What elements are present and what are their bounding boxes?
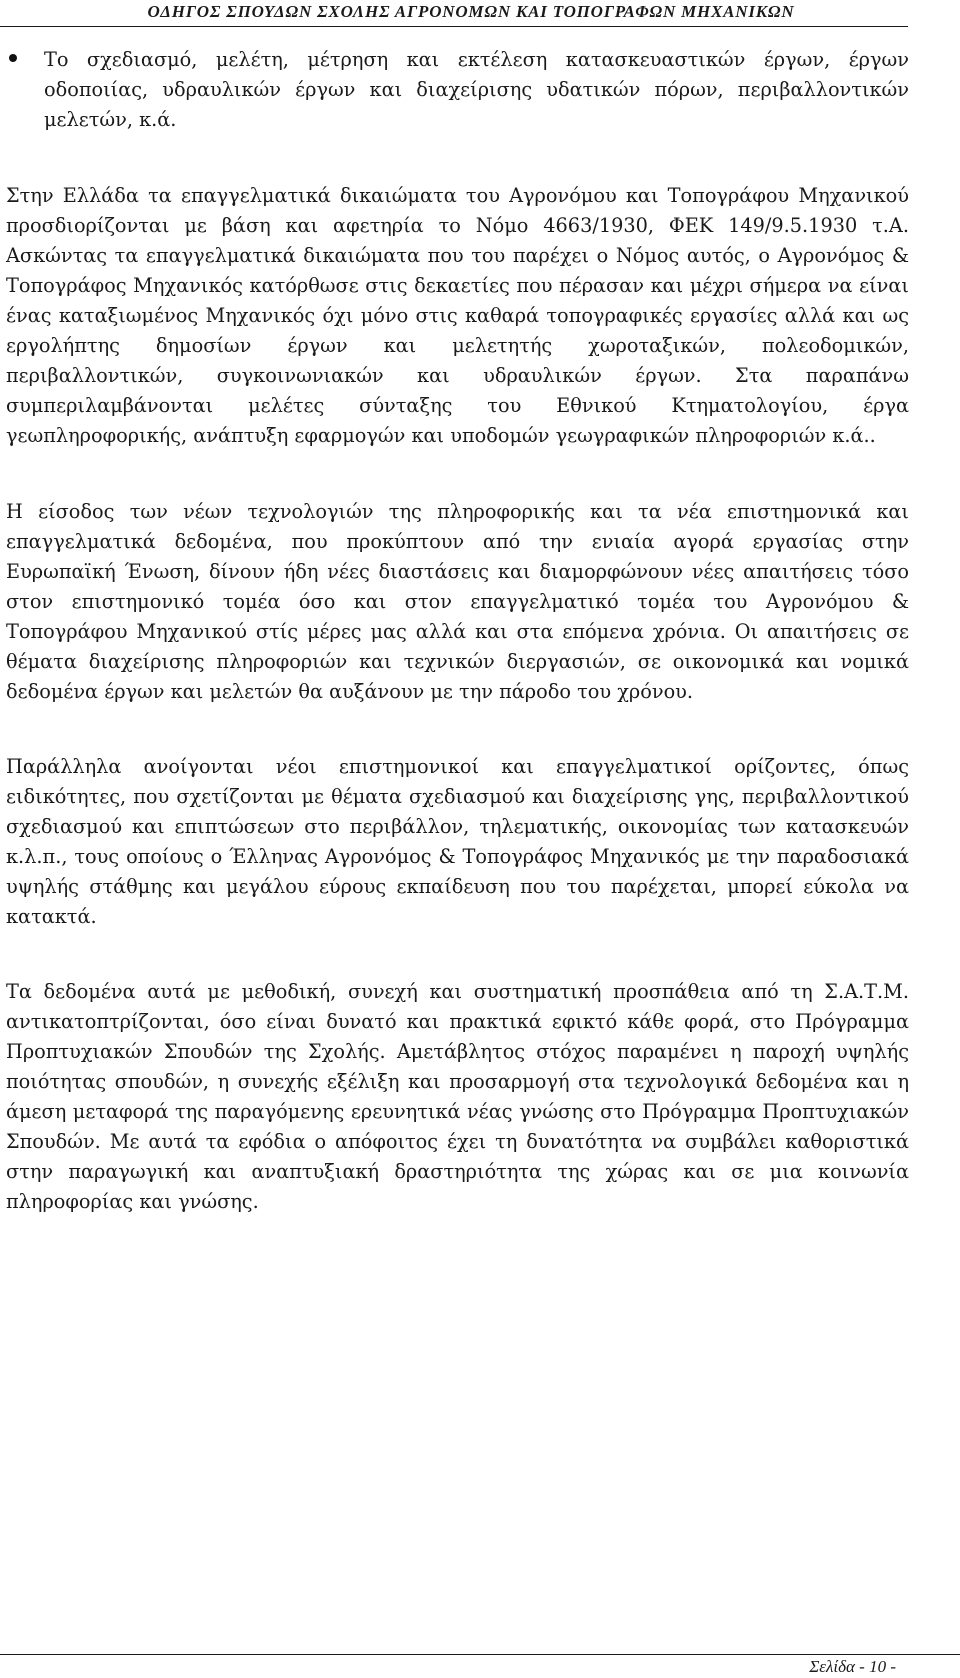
bullet-icon [9,54,17,62]
paragraph-professional-rights: Στην Ελλάδα τα επαγγελματικά δικαιώματα του Αγρονόμου και Τοπογράφου Μηχανικού προσδιορίζονται με βάση και αφετηρία το Νόμο 4663/1930, ΦΕΚ 149/9.5.1930 τ.Α. Ασκώντας τα επαγγελματικά δικαιώματα που του παρέχει ο Νόμος αυτός, ο Αγρονόμος & Τοπογράφος Μηχανικός κατόρθωσε στις δεκαετίες που πέρασαν και μέχρι σήμερα να είναι ένας καταξιωμένος Μηχανικός όχι μόνο στις καθαρά τοπογραφικές εργασίες αλλά και ως εργολήπτης δημοσίων έργων και μελετητής χωροταξικών, πολεοδομικών, περιβαλλοντικών, συγκοινωνιακών και υδραυλικών έργων. Στα παραπάνω συμπεριλαμβάνονται μελέτες σύνταξης του Εθνικού Κτηματολογίου, έργα γεωπληροφορικής, ανάπτυξη εφαρμογών και υποδομών γεωγραφικών πληροφοριών κ.ά.. [6,184,909,447]
paragraph-new-horizons: Παράλληλα ανοίγονται νέοι επιστημονικοί και επαγγελματικοί ορίζοντες, όπως ειδικότητες, που σχετίζονται με θέματα σχεδιασμού και διαχείρισης γης, περιβαλλοντικού σχεδιασμού και επιπτώσεων στο περιβάλλον, τηλεματικής, οικονομίας των κατασκευών κ.λ.π., τους οποίους ο Έλληνας Αγρονόμος & Τοπογράφος Μηχανικός με την παραδοσιακά υψηλής στάθμης και μεγάλου εύρους εκπαίδευση που του παρέχεται, μπορεί εύκολα να κατακτά. [6,755,909,928]
bullet-list-item [6,45,909,135]
page-footer [0,1654,960,1678]
running-header [0,0,908,27]
paragraph-new-technologies: Η είσοδος των νέων τεχνολογιών της πληροφορικής και τα νέα επιστημονικά και επαγγελματικά δεδομένα, που προκύπτουν από την ενιαία αγορά εργασίας στην Ευρωπαϊκή Ένωση, δίνουν ήδη νέες διαστάσεις και διαμορφώνουν νέες απαιτήσεις τόσο στον επιστημονικό τομέα όσο και στον επαγγελματικό τομέα του Αγρονόμου & Τοπογράφου Μηχανικού στίς μέρες μας αλλά και στα επόμενα χρόνια. Οι απαιτήσεις σε θέματα διαχείρισης πληροφοριών και τεχνικών διεργασιών, σε οικονομικά και νομικά δεδομένα έργων και μελετών θα αυξάνουν με την πάροδο του χρόνου. [6,500,909,703]
running-header-title: ΟΔΗΓΟΣ ΣΠΟΥΔΩΝ ΣΧΟΛΗΣ ΑΓΡΟΝΟΜΩΝ ΚΑΙ ΤΟΠΟΓΡΑΦΩΝ ΜΗΧΑΝΙΚΩΝ [147,2,795,21]
paragraph-study-program: Τα δεδομένα αυτά με μεθοδική, συνεχή και συστηματική προσπάθεια από τη Σ.Α.Τ.Μ. αντικατοπτρίζονται, όσο είναι δυνατό και πρακτικά εφικτό κάθε φορά, στο Πρόγραμμα Προπτυχιακών Σπουδών της Σχολής. Αμετάβλητος στόχος παραμένει η παροχή υψηλής ποιότητας σπουδών, η συνεχής εξέλιξη και προσαρμογή στα τεχνολογικά δεδομένα και η άμεση μεταφορά της παραγόμενης ερευνητικά νέας γνώσης στο Πρόγραμμα Προπτυχιακών Σπουδών. Με αυτά τα εφόδια ο απόφοιτος έχει τη δυνατότητα να συμβάλει καθοριστικά στην παραγωγική και αναπτυξιακή δραστηριότητα της χώρας και σε μια κοινωνία πληροφορίας και γνώσης. [6,980,909,1213]
bullet-text: Το σχεδιασμό, μελέτη, μέτρηση και εκτέλεση κατασκευαστικών έργων, έργων οδοποιίας, υδραυλικών έργων και διαχείρισης υδατικών πόρων, περιβαλλοντικών μελετών, κ.ά. [44,48,909,131]
document-body [6,45,909,1217]
page-number: Σελίδα - 10 - [809,1657,896,1676]
